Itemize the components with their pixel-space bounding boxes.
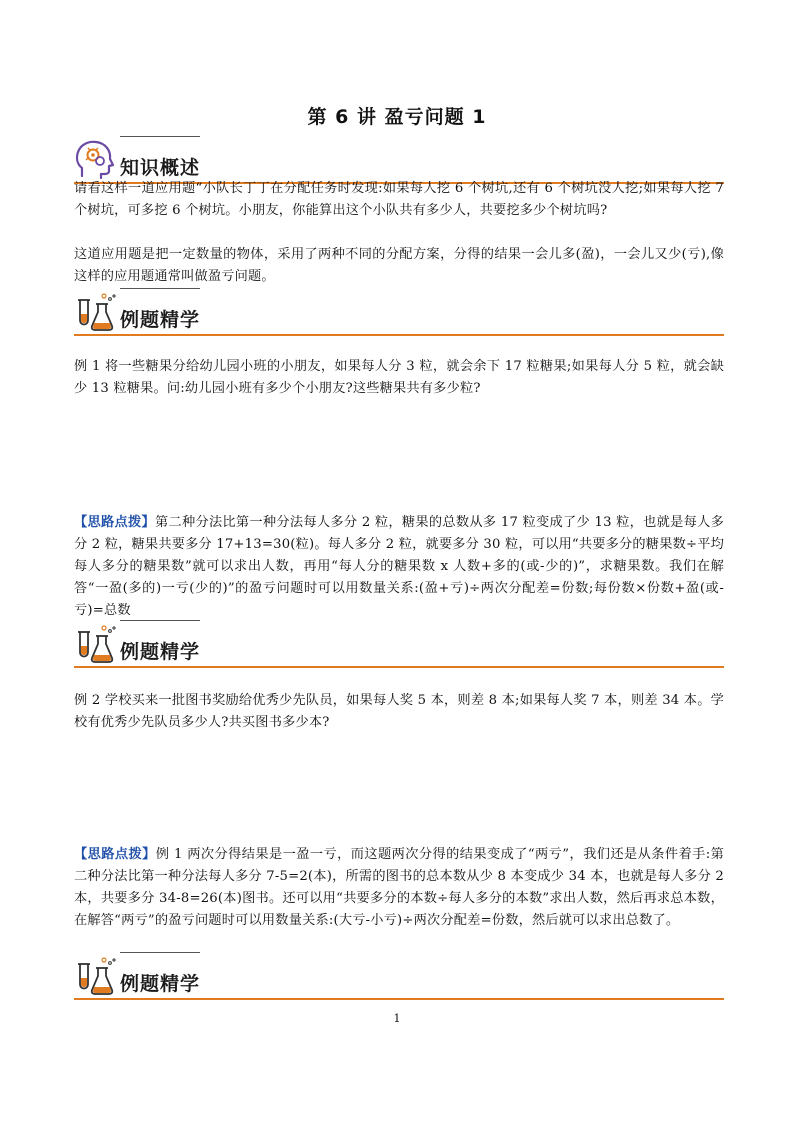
knowledge-paragraph-2: 这道应用题是把一定数量的物体，采用了两种不同的分配方案，分得的结果一会儿多(盈)，一会儿又少(亏),像这样的应用题通常叫做盈亏问题。 (74, 247, 724, 284)
knowledge-paragraph-1: 请看这样一道应用题“小队长丁丁在分配任务时发现:如果每人挖 6 个树坑,还有 6 个树坑没人挖;如果每人挖 7 个树坑，可多挖 6 个树坑。小朋友，你能算出这个小队共有多少人，共要挖多少个树坑吗? (74, 181, 724, 218)
hint-tag: 【思路点拨】 (74, 847, 156, 862)
hint-text: 第二种分法比第一种分法每人多分 2 粒，糖果的总数从多 17 粒变成了少 13 粒，也就是每人多分 2 粒，糖果共要多分 17+13=30(粒)。每人多分 2 粒，就要多分 30 粒，可以用“共要多分的糖果数÷平均每人多分的糖果数”就可以求出人数，再用“每人分的糖果数 x 人数+多的(或-少的)”，求糖果数。我们在解答“一盈(多的)一亏(少的)”的盈亏问题时可以用数量关系:(盈+亏)÷两次分配差=份数;每份数×份数+盈(或-亏)=总数 (74, 515, 725, 618)
hint-tag: 【思路点拨】 (74, 515, 155, 530)
example-2-question: 例 2 学校买来一批图书奖励给优秀少先队员，如果每人奖 5 本，则差 8 本;如果每人奖 7 本，则差 34 本。学校有优秀少先队员多少人?共买图书多少本? (74, 693, 724, 730)
example-1-question: 例 1 将一些糖果分给幼儿园小班的小朋友，如果每人分 3 粒，就会余下 17 粒糖果;如果每人分 5 粒，就会缺少 13 粒糖果。问:幼儿园小班有多少个小朋友?这些糖果共有多少粒? (74, 359, 724, 396)
section-header-example-2 (74, 620, 724, 668)
header-top-rule (120, 136, 200, 137)
section-header-knowledge (74, 136, 724, 184)
head-gears-icon (74, 138, 118, 182)
hint-text: 例 1 两次分得结果是一盈一亏，而这题两次分得的结果变成了“两亏”，我们还是从条件着手:第二种分法比第一种分法每人多分 7-5=2(本)，所需的图书的总本数从少 8 本变成少 34 本，也就是每人多分 2 本，共要多分 34-8=26(本)图书。还可以用“共要多分的本数÷每人多分的本数”求出人数，然后再求总本数，在解答“两亏”的盈亏问题时可以用数量关系:(大亏-小亏)÷两次分配差=份数，然后就可以求出总数了。 (74, 847, 725, 928)
flask-icon (74, 290, 118, 334)
example-2-hint (74, 844, 724, 932)
flask-icon (74, 954, 118, 998)
header-top-rule (120, 620, 200, 621)
section-label: 例题精学 (120, 641, 201, 663)
page-number: 1 (393, 1012, 401, 1025)
page-title: 第 6 讲 盈亏问题 1 (307, 106, 487, 128)
section-header-example-1 (74, 288, 724, 336)
section-label: 例题精学 (120, 309, 201, 331)
header-bottom-rule (74, 998, 724, 1000)
section-label: 知识概述 (120, 157, 201, 179)
section-header-example-3 (74, 952, 724, 1000)
example-1-hint (74, 512, 724, 622)
header-top-rule (120, 288, 200, 289)
section-label: 例题精学 (120, 973, 201, 995)
flask-icon (74, 622, 118, 666)
header-bottom-rule (74, 666, 724, 668)
header-top-rule (120, 952, 200, 953)
header-bottom-rule (74, 334, 724, 336)
